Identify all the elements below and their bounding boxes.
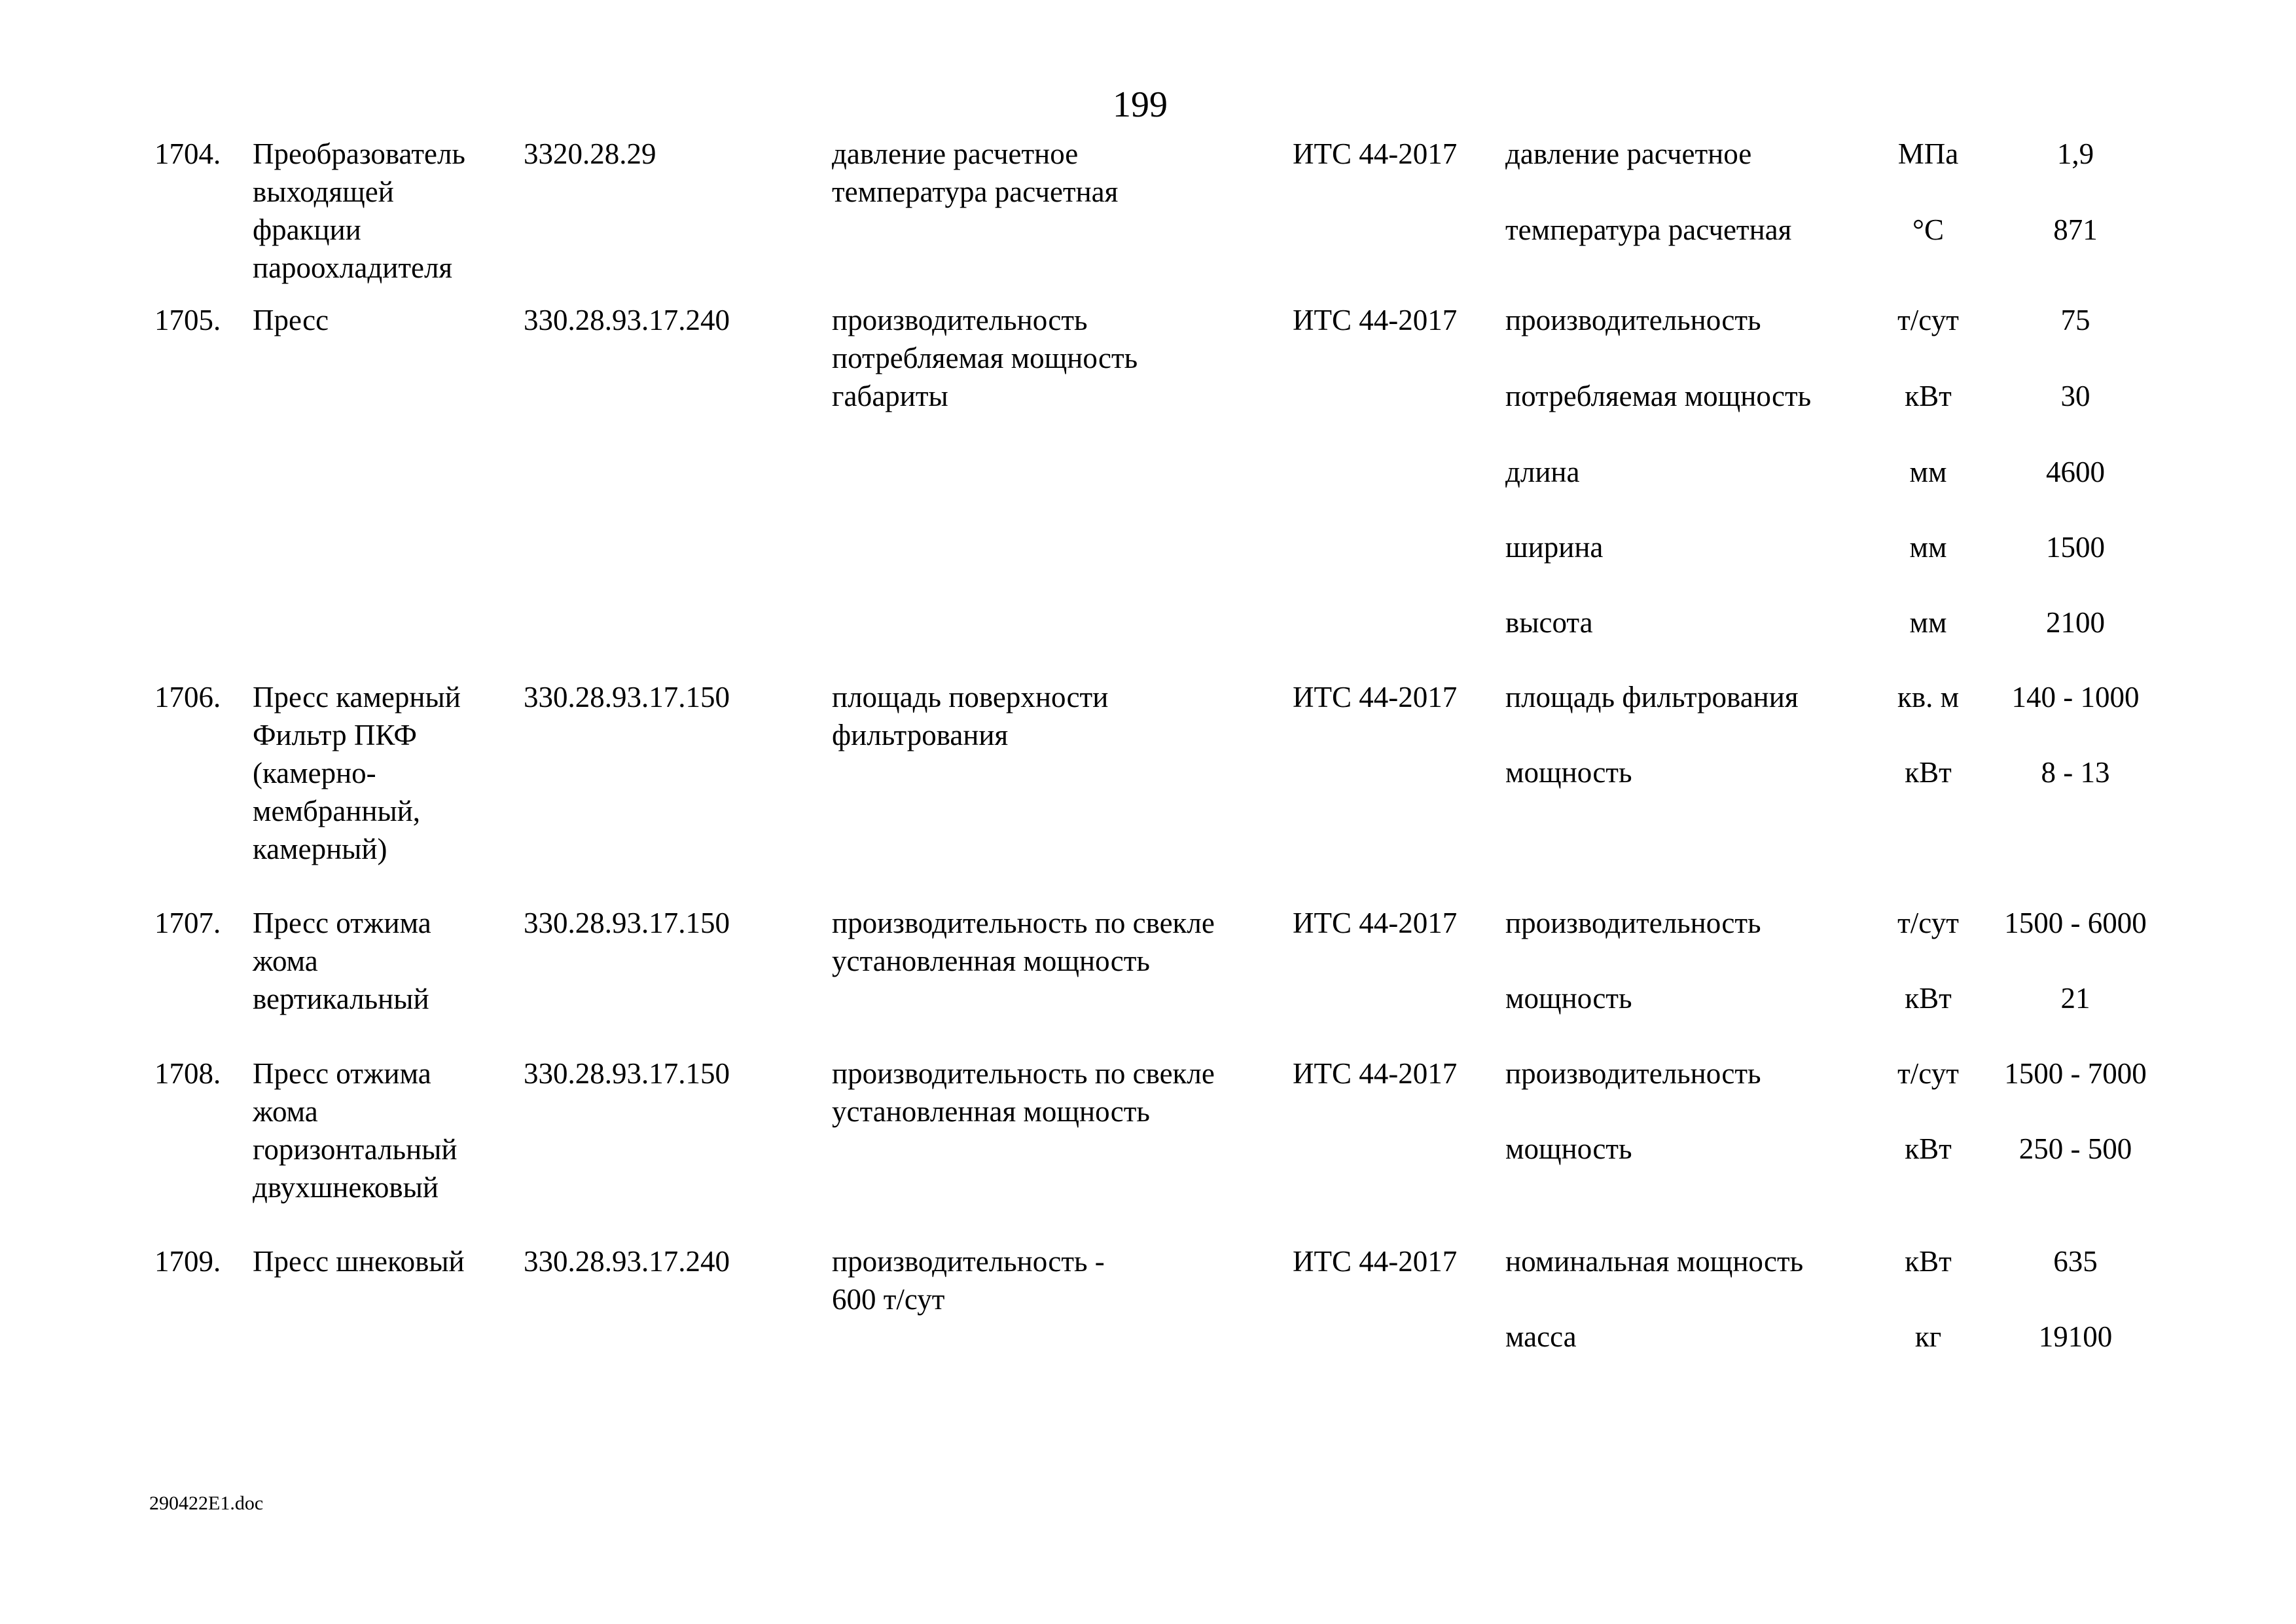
spec-name: высота [1505, 606, 1593, 639]
document-filename: 290422E1.doc [149, 1492, 264, 1514]
row-number: 1708. [154, 1057, 221, 1090]
equipment-code: 330.28.93.17.150 [524, 1057, 730, 1090]
spec-unit: °С [1912, 213, 1944, 246]
spec-name: площадь фильтрования [1505, 681, 1799, 713]
spec-name: масса [1505, 1320, 1577, 1353]
spec-name: мощность [1505, 756, 1632, 789]
spec-value: 1500 [2046, 531, 2105, 564]
spec-unit: мм [1909, 606, 1947, 639]
spec-value: 871 [2053, 213, 2098, 246]
spec-name: мощность [1505, 982, 1632, 1015]
equipment-name: Пресс отжима жома вертикальный [253, 907, 431, 1015]
row-number: 1707. [154, 907, 221, 939]
row-number: 1705. [154, 304, 221, 336]
spec-unit: кв. м [1897, 681, 1960, 713]
equipment-code: 330.28.93.17.240 [524, 304, 730, 336]
standard: ИТС 44-2017 [1293, 137, 1458, 170]
row-number: 1706. [154, 681, 221, 713]
spec-value: 8 - 13 [2041, 756, 2110, 789]
spec-name: температура расчетная [1505, 213, 1792, 246]
equipment-code: 330.28.93.17.240 [524, 1245, 730, 1278]
page-number: 199 [1113, 84, 1168, 125]
equipment-name: Пресс шнековый [253, 1245, 465, 1278]
parameters: производительность по свекле установленная мощность [832, 1057, 1215, 1128]
parameters: производительность по свекле установленная мощность [832, 907, 1215, 977]
spec-unit: мм [1909, 531, 1947, 564]
spec-unit: т/сут [1897, 304, 1959, 336]
equipment-code: 330.28.93.17.150 [524, 907, 730, 939]
row-number: 1709. [154, 1245, 221, 1278]
spec-unit: т/сут [1897, 907, 1959, 939]
parameters: производительность - 600 т/сут [832, 1245, 1105, 1316]
parameters: производительность потребляемая мощность габариты [832, 304, 1138, 412]
row-number: 1704. [154, 137, 221, 170]
spec-value: 1500 - 7000 [2004, 1057, 2147, 1090]
spec-name: потребляемая мощность [1505, 380, 1812, 412]
equipment-name: Пресс камерный Фильтр ПКФ (камерно- мембранный, камерный) [253, 681, 461, 865]
spec-name: производительность [1505, 304, 1761, 336]
standard: ИТС 44-2017 [1293, 907, 1458, 939]
parameters: давление расчетное температура расчетная [832, 137, 1119, 208]
parameters: площадь поверхности фильтрования [832, 681, 1109, 751]
spec-unit: кВт [1905, 756, 1952, 789]
spec-unit: т/сут [1897, 1057, 1959, 1090]
equipment-name: Пресс отжима жома горизонтальный двухшнековый [253, 1057, 457, 1204]
standard: ИТС 44-2017 [1293, 681, 1458, 713]
equipment-code: 330.28.93.17.150 [524, 681, 730, 713]
spec-name: давление расчетное [1505, 137, 1752, 170]
standard: ИТС 44-2017 [1293, 1057, 1458, 1090]
spec-value: 19100 [2038, 1320, 2113, 1353]
spec-unit: кг [1914, 1320, 1942, 1353]
equipment-name: Преобразователь выходящей фракции пароохладителя [253, 137, 465, 284]
spec-name: производительность [1505, 1057, 1761, 1090]
spec-name: ширина [1505, 531, 1604, 564]
spec-value: 2100 [2046, 606, 2105, 639]
spec-unit: мм [1909, 456, 1947, 488]
spec-unit: кВт [1905, 380, 1952, 412]
spec-value: 635 [2053, 1245, 2098, 1278]
spec-unit: кВт [1905, 1245, 1952, 1278]
spec-unit: кВт [1905, 982, 1952, 1015]
spec-unit: кВт [1905, 1132, 1952, 1165]
spec-value: 30 [2060, 380, 2090, 412]
standard: ИТС 44-2017 [1293, 1245, 1458, 1278]
spec-name: номинальная мощность [1505, 1245, 1804, 1278]
equipment-code: 3320.28.29 [524, 137, 656, 170]
standard: ИТС 44-2017 [1293, 304, 1458, 336]
spec-value: 4600 [2046, 456, 2105, 488]
spec-name: мощность [1505, 1132, 1632, 1165]
spec-name: длина [1505, 456, 1580, 488]
spec-value: 75 [2060, 304, 2090, 336]
spec-unit: МПа [1897, 137, 1959, 170]
spec-value: 1500 - 6000 [2004, 907, 2147, 939]
spec-value: 1,9 [2056, 137, 2094, 170]
spec-value: 140 - 1000 [2011, 681, 2140, 713]
spec-value: 21 [2060, 982, 2090, 1015]
spec-name: производительность [1505, 907, 1761, 939]
equipment-name: Пресс [253, 304, 329, 336]
spec-value: 250 - 500 [2018, 1132, 2132, 1165]
